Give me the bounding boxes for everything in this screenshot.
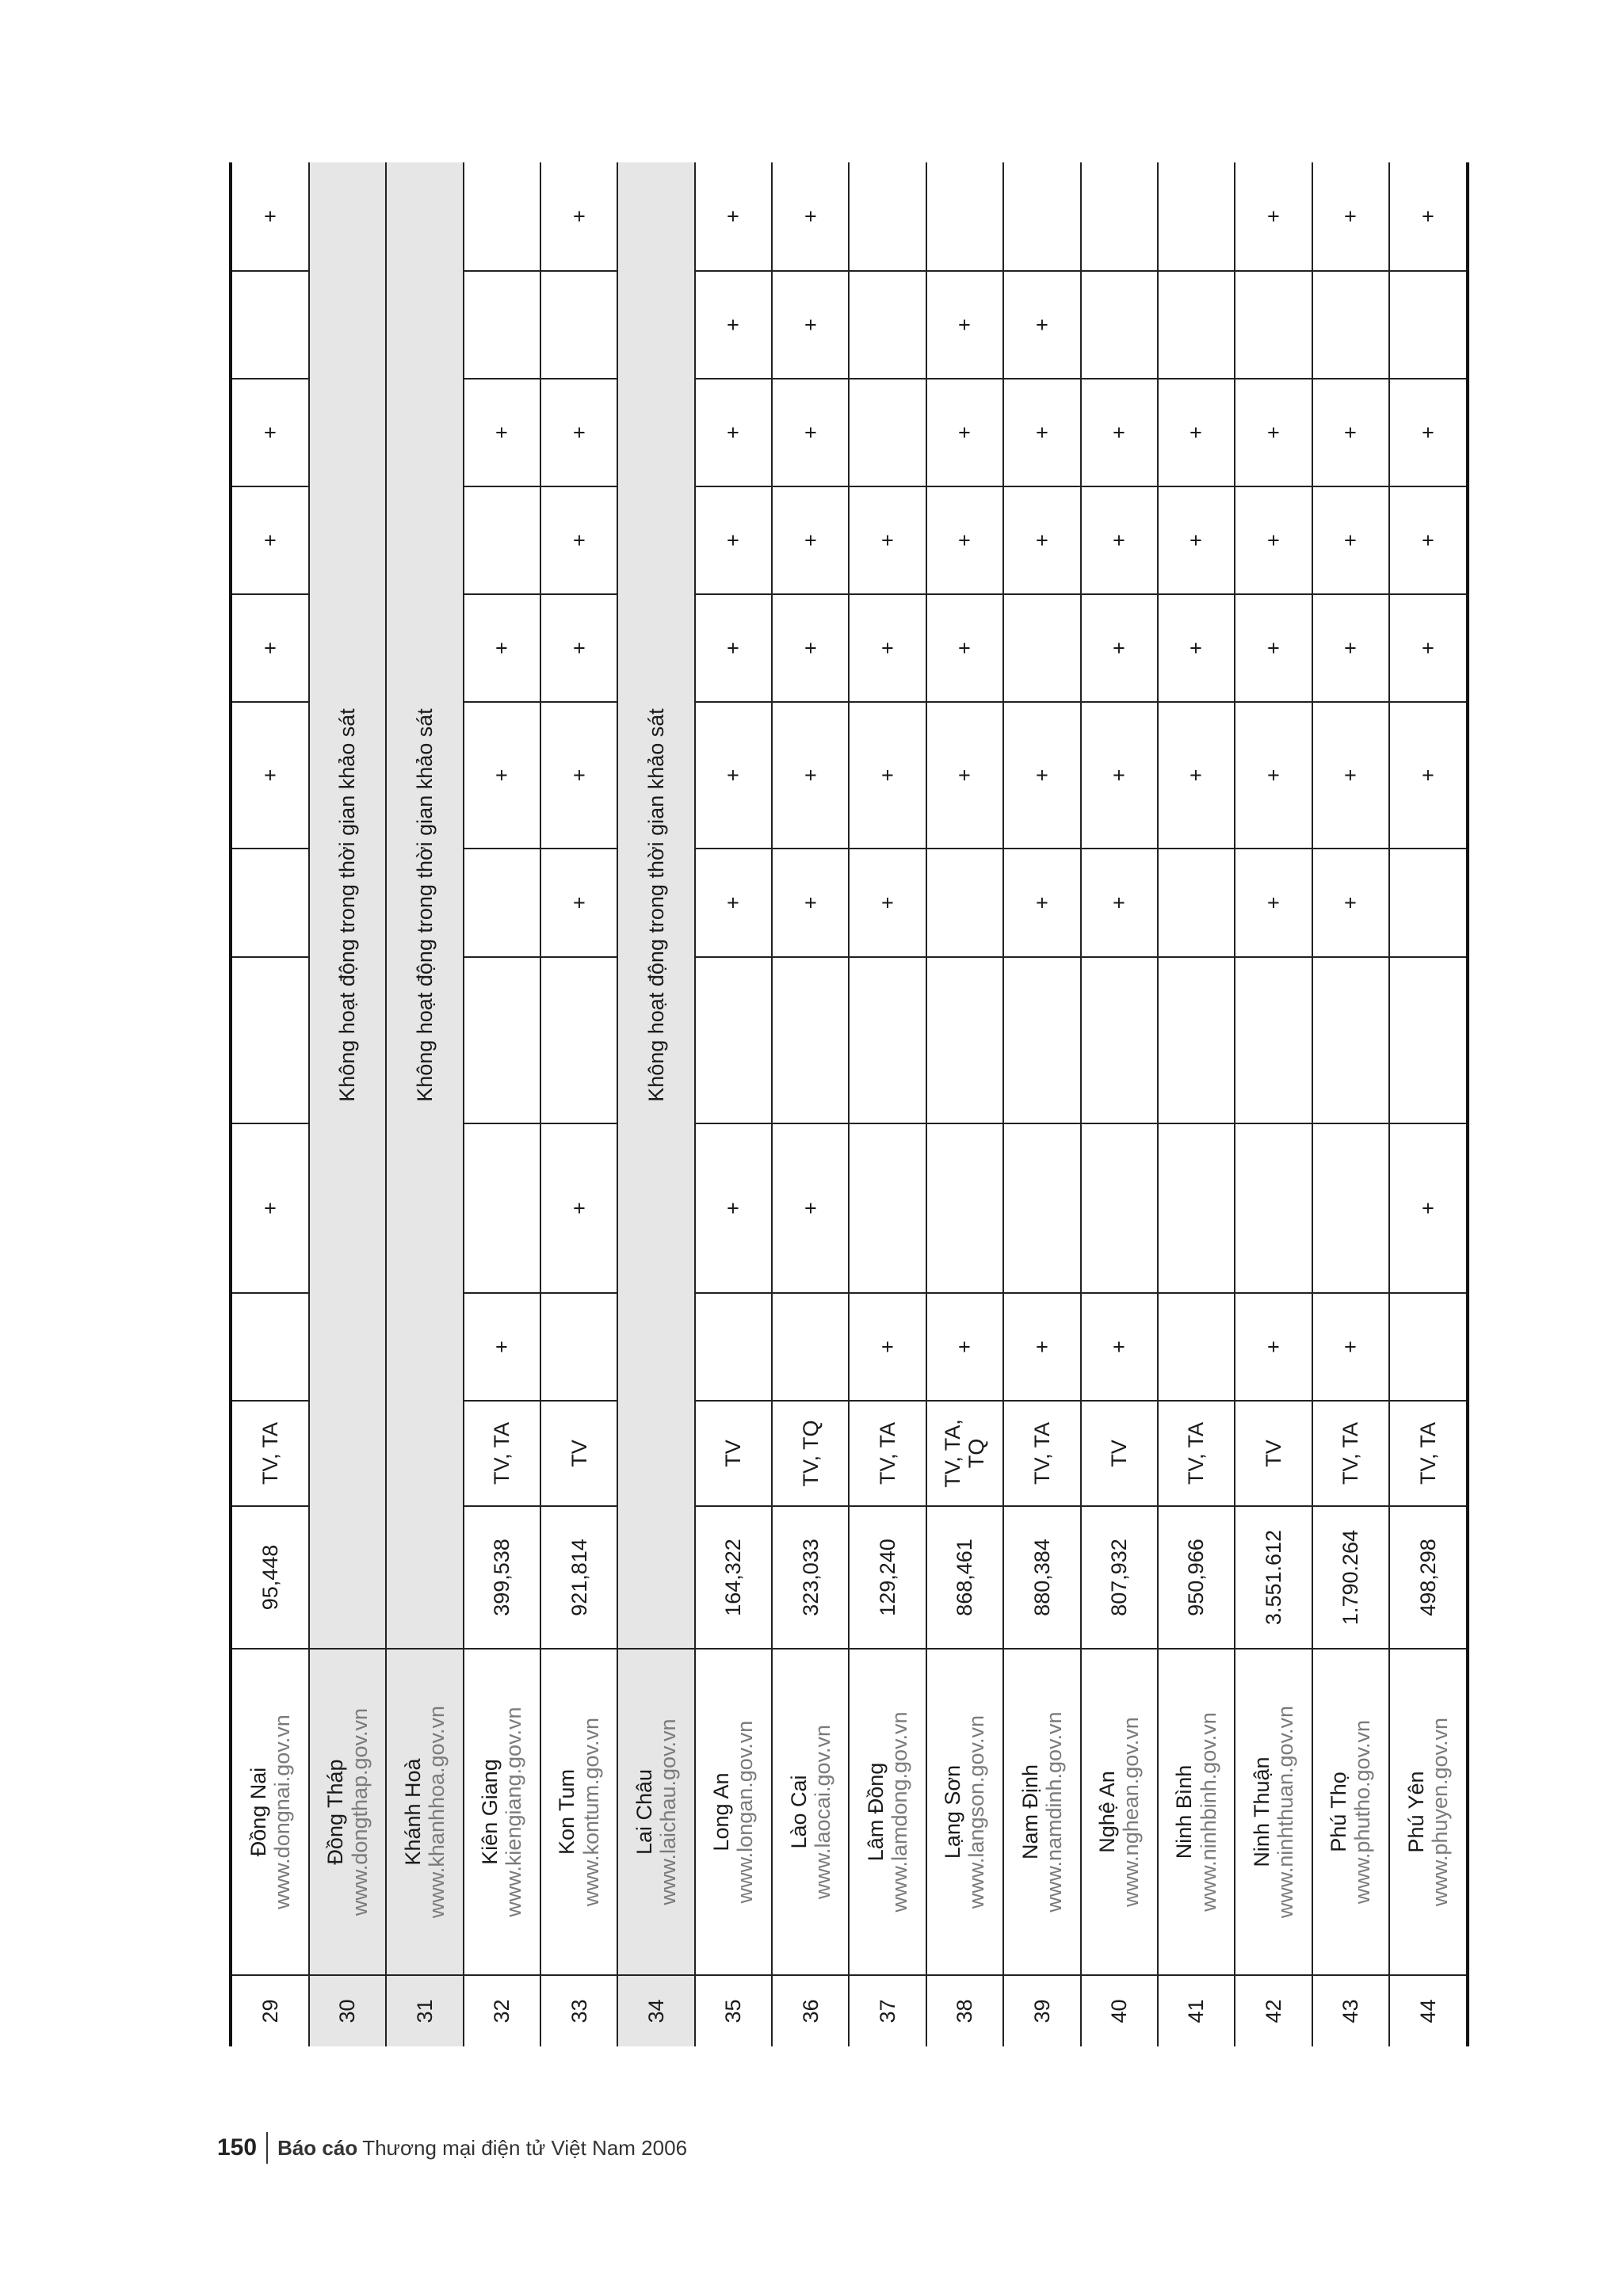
feature-mark-10: + [1389, 162, 1468, 271]
province-url: www.phutho.gov.vn [1350, 1719, 1375, 1905]
feature-mark-6: + [1158, 594, 1235, 702]
feature-mark-3 [540, 957, 617, 1123]
report-label-bold: Báo cáo [277, 2135, 358, 2160]
feature-mark-10: + [540, 162, 617, 271]
row-number: 42 [1235, 1975, 1312, 2046]
feature-mark-6: + [1389, 594, 1468, 702]
feature-mark-9 [1158, 271, 1235, 379]
feature-mark-4 [1389, 849, 1468, 957]
feature-mark-5: + [1081, 702, 1158, 849]
feature-mark-3 [772, 957, 849, 1123]
province-name: Kon Tum [555, 1768, 579, 1855]
feature-mark-2 [1158, 1123, 1235, 1293]
feature-mark-6: + [540, 594, 617, 702]
feature-mark-8: + [540, 379, 617, 486]
province-name: Kiên Giang [478, 1759, 502, 1865]
feature-mark-5: + [1003, 702, 1080, 849]
language-cell: TV, TA [1389, 1401, 1468, 1506]
feature-mark-6 [1003, 594, 1080, 702]
feature-mark-6: + [695, 594, 772, 702]
feature-mark-9: + [695, 271, 772, 379]
feature-mark-1 [772, 1293, 849, 1401]
feature-mark-1 [1158, 1293, 1235, 1401]
table-row [1158, 162, 1235, 2046]
province-name: Khánh Hoà [400, 1758, 425, 1866]
table-row [849, 162, 926, 2046]
feature-mark-7: + [772, 486, 849, 594]
feature-mark-1: + [1003, 1293, 1080, 1401]
feature-mark-5: + [1312, 702, 1389, 849]
feature-mark-10: + [772, 162, 849, 271]
inactive-note: Không hoạt động trong thời gian khảo sát [309, 162, 386, 1649]
feature-mark-6: + [464, 594, 540, 702]
feature-mark-7: + [1081, 486, 1158, 594]
province-cell [1312, 1649, 1389, 1975]
feature-mark-7: + [540, 486, 617, 594]
feature-mark-8: + [1389, 379, 1468, 486]
feature-mark-9 [1235, 271, 1312, 379]
feature-mark-9 [540, 271, 617, 379]
feature-mark-9 [231, 271, 309, 379]
population-cell: 921,814 [540, 1506, 617, 1649]
feature-mark-1 [695, 1293, 772, 1401]
feature-mark-9 [1081, 271, 1158, 379]
row-number: 37 [849, 1975, 926, 2046]
feature-mark-9: + [926, 271, 1003, 379]
feature-mark-6: + [231, 594, 309, 702]
feature-mark-10 [849, 162, 926, 271]
province-name: Ninh Thuận [1249, 1756, 1274, 1867]
feature-mark-7: + [1312, 486, 1389, 594]
feature-mark-7 [464, 486, 540, 594]
feature-mark-3 [849, 957, 926, 1123]
feature-mark-2: + [772, 1123, 849, 1293]
feature-mark-6: + [772, 594, 849, 702]
page-number: 150 [217, 2134, 258, 2161]
province-url: www.langson.gov.vn [964, 1714, 989, 1909]
province-url: www.longan.gov.vn [733, 1720, 758, 1904]
feature-mark-4 [464, 849, 540, 957]
province-cell [540, 1649, 617, 1975]
feature-mark-4 [926, 849, 1003, 957]
province-cell [231, 1649, 309, 1975]
feature-mark-4: + [1235, 849, 1312, 957]
feature-mark-2: + [231, 1123, 309, 1293]
feature-mark-10 [926, 162, 1003, 271]
feature-mark-9: + [772, 271, 849, 379]
province-name: Lai Châu [632, 1768, 656, 1855]
feature-mark-1: + [1312, 1293, 1389, 1401]
population-cell: 950,966 [1158, 1506, 1235, 1649]
feature-mark-8: + [231, 379, 309, 486]
feature-mark-9: + [1003, 271, 1080, 379]
feature-mark-7: + [849, 486, 926, 594]
row-number: 38 [926, 1975, 1003, 2046]
province-cell [926, 1649, 1003, 1975]
province-url: www.ninhthuan.gov.vn [1273, 1705, 1297, 1919]
row-number: 31 [386, 1975, 463, 2046]
feature-mark-2: + [540, 1123, 617, 1293]
feature-mark-3 [1003, 957, 1080, 1123]
province-url: www.dongnai.gov.vn [269, 1714, 294, 1909]
feature-mark-9 [1312, 271, 1389, 379]
row-number: 35 [695, 1975, 772, 2046]
inactive-note: Không hoạt động trong thời gian khảo sát [617, 162, 694, 1649]
feature-mark-1: + [464, 1293, 540, 1401]
province-url: www.lamdong.gov.vn [888, 1711, 912, 1913]
feature-mark-7: + [1158, 486, 1235, 594]
row-number: 39 [1003, 1975, 1080, 2046]
feature-mark-6: + [1312, 594, 1389, 702]
province-cell [464, 1649, 540, 1975]
feature-mark-4: + [695, 849, 772, 957]
province-cell [386, 1649, 463, 1975]
population-cell: 129,240 [849, 1506, 926, 1649]
province-name: Long An [709, 1772, 734, 1852]
feature-mark-8: + [926, 379, 1003, 486]
feature-mark-1 [231, 1293, 309, 1401]
feature-mark-9 [1389, 271, 1468, 379]
feature-mark-7: + [231, 486, 309, 594]
province-url: www.khanhhoa.gov.vn [424, 1705, 449, 1919]
province-cell [772, 1649, 849, 1975]
feature-mark-1: + [1081, 1293, 1158, 1401]
population-cell: 868,461 [926, 1506, 1003, 1649]
language-cell: TV [1235, 1401, 1312, 1506]
province-name: Đồng Tháp [323, 1759, 348, 1865]
feature-mark-5: + [464, 702, 540, 849]
province-cell [1235, 1649, 1312, 1975]
feature-mark-1: + [849, 1293, 926, 1401]
feature-mark-3 [231, 957, 309, 1123]
feature-mark-10: + [695, 162, 772, 271]
feature-mark-4: + [772, 849, 849, 957]
feature-mark-7: + [1235, 486, 1312, 594]
feature-mark-3 [1235, 957, 1312, 1123]
footer-divider [266, 2132, 268, 2164]
language-cell: TV, TA [849, 1401, 926, 1506]
feature-mark-7: + [1003, 486, 1080, 594]
feature-mark-9 [464, 271, 540, 379]
feature-mark-7: + [1389, 486, 1468, 594]
table-row [1003, 162, 1080, 2046]
province-url: www.laichau.gov.vn [656, 1718, 681, 1905]
feature-mark-6: + [849, 594, 926, 702]
feature-mark-5: + [1389, 702, 1468, 849]
feature-mark-10 [1081, 162, 1158, 271]
table-row [1235, 162, 1312, 2046]
feature-mark-3 [926, 957, 1003, 1123]
province-name: Lào Cai [786, 1775, 811, 1849]
province-name: Phú Yên [1403, 1771, 1428, 1853]
province-name: Nam Định [1018, 1764, 1042, 1860]
population-cell: 880,384 [1003, 1506, 1080, 1649]
table-row [464, 162, 540, 2046]
feature-mark-9 [849, 271, 926, 379]
table-row [695, 162, 772, 2046]
province-cell [849, 1649, 926, 1975]
feature-mark-3 [1158, 957, 1235, 1123]
row-number: 36 [772, 1975, 849, 2046]
feature-mark-7: + [695, 486, 772, 594]
feature-mark-2 [1235, 1123, 1312, 1293]
feature-mark-2 [464, 1123, 540, 1293]
feature-mark-5: + [849, 702, 926, 849]
feature-mark-3 [695, 957, 772, 1123]
feature-mark-1 [1389, 1293, 1468, 1401]
feature-mark-4: + [1003, 849, 1080, 957]
province-cell [1003, 1649, 1080, 1975]
feature-mark-8: + [464, 379, 540, 486]
table-row [1312, 162, 1389, 2046]
province-name: Phú Thọ [1327, 1772, 1351, 1852]
feature-mark-1 [540, 1293, 617, 1401]
feature-mark-3 [1081, 957, 1158, 1123]
row-number: 30 [309, 1975, 386, 2046]
population-cell: 3.551.612 [1235, 1506, 1312, 1649]
province-url: www.phuyen.gov.vn [1427, 1717, 1452, 1907]
feature-mark-3 [464, 957, 540, 1123]
provinces-table [229, 162, 1469, 2046]
population-cell: 164,322 [695, 1506, 772, 1649]
feature-mark-4: + [540, 849, 617, 957]
feature-mark-1: + [926, 1293, 1003, 1401]
language-cell: TV, TA [464, 1401, 540, 1506]
province-cell [1389, 1649, 1468, 1975]
province-cell [617, 1649, 694, 1975]
feature-mark-2 [1003, 1123, 1080, 1293]
table-row [1389, 162, 1468, 2046]
province-url: www.laocai.gov.vn [810, 1724, 834, 1900]
province-cell [695, 1649, 772, 1975]
feature-mark-6: + [926, 594, 1003, 702]
row-number: 33 [540, 1975, 617, 2046]
row-number: 29 [231, 1975, 309, 2046]
feature-mark-10: + [1312, 162, 1389, 271]
row-number: 34 [617, 1975, 694, 2046]
language-cell: TV, TA [231, 1401, 309, 1506]
feature-mark-5: + [1158, 702, 1235, 849]
feature-mark-4: + [1312, 849, 1389, 957]
feature-mark-2 [1312, 1123, 1389, 1293]
feature-mark-8: + [1003, 379, 1080, 486]
population-cell: 1.790.264 [1312, 1506, 1389, 1649]
feature-mark-3 [1389, 957, 1468, 1123]
report-title: Thương mại điện tử Việt Nam 2006 [362, 2135, 688, 2160]
language-cell: TV, TA [1003, 1401, 1080, 1506]
feature-mark-10: + [231, 162, 309, 271]
feature-mark-10 [464, 162, 540, 271]
feature-mark-8: + [1312, 379, 1389, 486]
feature-mark-8: + [695, 379, 772, 486]
feature-mark-4 [231, 849, 309, 957]
language-cell: TV, TQ [772, 1401, 849, 1506]
row-number: 40 [1081, 1975, 1158, 2046]
province-url: www.namdinh.gov.vn [1041, 1711, 1066, 1913]
table-row [309, 162, 386, 2046]
feature-mark-10 [1158, 162, 1235, 271]
feature-mark-5: + [695, 702, 772, 849]
row-number: 41 [1158, 1975, 1235, 2046]
feature-mark-7: + [926, 486, 1003, 594]
language-cell: TV, TA [1312, 1401, 1389, 1506]
province-url: www.kiengiang.gov.vn [502, 1707, 526, 1917]
table-body [231, 162, 1468, 2046]
province-url: www.dongthap.gov.vn [347, 1707, 372, 1917]
feature-mark-5: + [1235, 702, 1312, 849]
province-cell [1081, 1649, 1158, 1975]
table-row [1081, 162, 1158, 2046]
feature-mark-5: + [926, 702, 1003, 849]
row-number: 32 [464, 1975, 540, 2046]
inactive-note: Không hoạt động trong thời gian khảo sát [386, 162, 463, 1649]
row-number: 44 [1389, 1975, 1468, 2046]
language-cell: TV [1081, 1401, 1158, 1506]
feature-mark-2: + [695, 1123, 772, 1293]
feature-mark-10: + [1235, 162, 1312, 271]
population-cell: 807,932 [1081, 1506, 1158, 1649]
province-url: www.nghean.gov.vn [1119, 1717, 1144, 1907]
population-cell: 498,298 [1389, 1506, 1468, 1649]
province-name: Lạng Sơn [941, 1764, 965, 1859]
feature-mark-8: + [1235, 379, 1312, 486]
feature-mark-2 [1081, 1123, 1158, 1293]
province-cell [1158, 1649, 1235, 1975]
row-number: 43 [1312, 1975, 1389, 2046]
language-cell: TV, TA, TQ [926, 1401, 1003, 1506]
population-cell: 323,033 [772, 1506, 849, 1649]
feature-mark-5: + [231, 702, 309, 849]
feature-mark-8: + [1081, 379, 1158, 486]
feature-mark-2 [849, 1123, 926, 1293]
table-row [231, 162, 309, 2046]
feature-mark-5: + [540, 702, 617, 849]
feature-mark-3 [1312, 957, 1389, 1123]
province-name: Lâm Đồng [863, 1762, 888, 1862]
page-footer [217, 2128, 687, 2168]
province-url: www.ninhbinh.gov.vn [1196, 1712, 1220, 1912]
province-name: Đồng Nai [246, 1767, 270, 1857]
feature-mark-2: + [1389, 1123, 1468, 1293]
table-row [926, 162, 1003, 2046]
rotated-table-frame [229, 210, 1469, 2046]
feature-mark-2 [926, 1123, 1003, 1293]
feature-mark-8: + [1158, 379, 1235, 486]
feature-mark-1: + [1235, 1293, 1312, 1401]
table-row [540, 162, 617, 2046]
feature-mark-10 [1003, 162, 1080, 271]
feature-mark-4 [1158, 849, 1235, 957]
province-name: Nghệ An [1094, 1771, 1119, 1853]
language-cell: TV [540, 1401, 617, 1506]
feature-mark-4: + [1081, 849, 1158, 957]
province-name: Ninh Bình [1172, 1764, 1197, 1859]
province-cell [309, 1649, 386, 1975]
table-row [386, 162, 463, 2046]
table-row [617, 162, 694, 2046]
feature-mark-6: + [1235, 594, 1312, 702]
feature-mark-4: + [849, 849, 926, 957]
feature-mark-8: + [772, 379, 849, 486]
feature-mark-6: + [1081, 594, 1158, 702]
province-url: www.kontum.gov.vn [579, 1717, 603, 1907]
population-cell: 95,448 [231, 1506, 309, 1649]
population-cell: 399,538 [464, 1506, 540, 1649]
language-cell: TV, TA [1158, 1401, 1235, 1506]
feature-mark-5: + [772, 702, 849, 849]
feature-mark-8 [849, 379, 926, 486]
table-row [772, 162, 849, 2046]
language-cell: TV [695, 1401, 772, 1506]
